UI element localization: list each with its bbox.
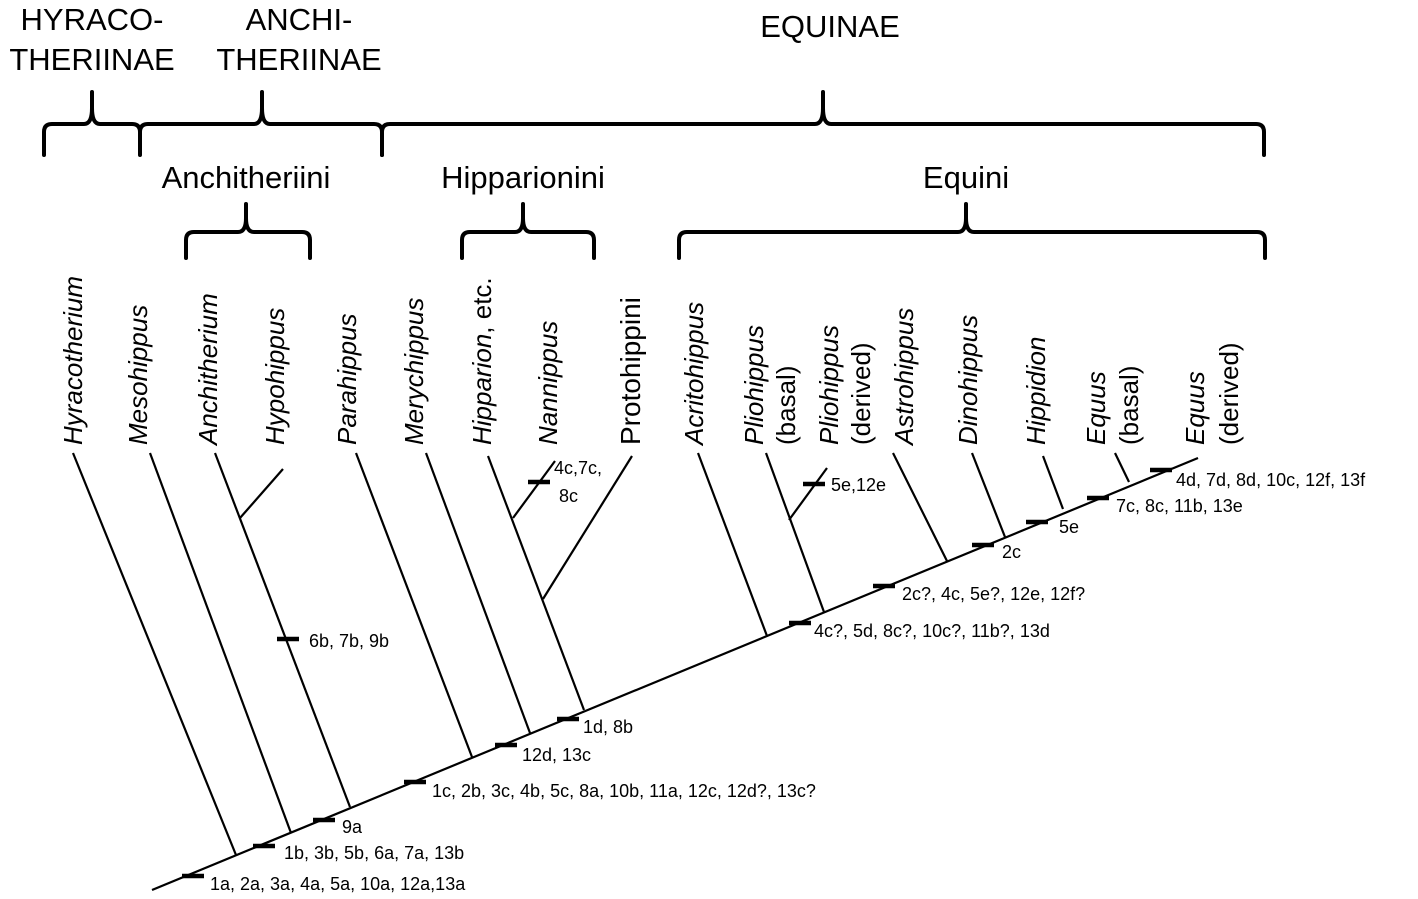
tribe-label-anchitheriini: Anchitheriini xyxy=(161,160,331,195)
taxon-hypohippus: Hypohippus xyxy=(260,307,290,445)
char-label-node-mesohippus: 1b, 3b, 5b, 6a, 7a, 13b xyxy=(284,843,465,863)
branch-pliohippus-basal xyxy=(766,453,824,612)
char-label-node-astrohippus: 2c?, 4c, 5e?, 12e, 12f? xyxy=(902,584,1086,604)
branch-acritohippus xyxy=(698,453,767,636)
taxon-hippidion: Hippidion xyxy=(1021,336,1051,445)
taxon-astrohippus: Astrohippus xyxy=(889,307,919,445)
char-label-root: 1a, 2a, 3a, 4a, 5a, 10a, 12a,13a xyxy=(210,874,466,894)
char-label-equus-derived: 4d, 7d, 8d, 10c, 12f, 13f xyxy=(1176,470,1366,490)
branch-hyracotherium xyxy=(73,453,236,855)
branch-equus-basal xyxy=(1115,453,1129,482)
char-label-anchitheriini: 6b, 7b, 9b xyxy=(309,631,390,651)
char-label-nannippus-line2: 8c xyxy=(559,486,579,506)
char-label-node-hipparionini: 12d, 13c xyxy=(522,745,592,765)
taxon-mesohippus: Mesohippus xyxy=(123,304,153,445)
branch-hippidion xyxy=(1043,456,1063,509)
branch-mesohippus xyxy=(150,453,291,833)
brace-equinae xyxy=(382,92,1264,155)
brace-hyracotheriinae xyxy=(44,92,140,155)
taxon-pliohippus-derived-qualifier: (derived) xyxy=(846,342,876,445)
taxon-parahippus: Parahippus xyxy=(332,313,362,445)
brace-anchitheriinae xyxy=(140,92,382,155)
char-label-node-equini: 4c?, 5d, 8c?, 10c?, 11b?, 13d xyxy=(814,621,1050,641)
group-label-anchitheriinae-line2: THERIINAE xyxy=(216,42,382,77)
taxon-hipparion-etc xyxy=(467,277,497,445)
branch-parahippus xyxy=(356,453,472,757)
taxon-anchitherium: Anchitherium xyxy=(193,293,223,445)
taxon-nannippus: Nannippus xyxy=(533,320,563,445)
char-label-node-equus: 5e xyxy=(1059,517,1080,537)
taxon-equus-derived-qualifier: (derived) xyxy=(1214,342,1244,445)
branch-nannippus xyxy=(513,461,555,518)
char-label-nannippus-line1: 4c,7c, xyxy=(554,458,603,478)
taxon-hipparion-etc-suffix: , etc. xyxy=(467,277,497,334)
brace-anchitheriini xyxy=(186,204,310,258)
group-label-hyracotheriinae-line2: THERIINAE xyxy=(9,42,175,77)
branch-hypohippus xyxy=(240,469,283,518)
brace-equini xyxy=(679,204,1265,258)
branch-pliohippus-derived xyxy=(789,468,827,520)
tribe-label-hipparionini: Hipparionini xyxy=(441,160,605,195)
taxon-protohippini: Protohippini xyxy=(615,297,646,445)
char-label-node-hippidion: 2c xyxy=(1002,542,1022,562)
brace-hipparionini xyxy=(462,204,594,258)
taxon-acritohippus: Acritohippus xyxy=(679,301,709,445)
branch-dinohippus xyxy=(972,453,1005,537)
taxon-pliohippus-basal: Pliohippus xyxy=(739,325,769,445)
char-label-node-equus-derived: 7c, 8c, 11b, 13e xyxy=(1116,496,1243,516)
taxon-equus-basal: Equus xyxy=(1081,371,1111,445)
taxon-pliohippus-basal-qualifier: (basal) xyxy=(771,365,801,445)
char-label-node-parahippus: 9a xyxy=(342,817,363,837)
group-label-anchitheriinae-line1: ANCHI- xyxy=(245,2,353,37)
taxon-equus-derived: Equus xyxy=(1180,371,1210,445)
taxon-equus-basal-qualifier: (basal) xyxy=(1114,365,1144,445)
group-label-hyracotheriinae-line1: HYRACO- xyxy=(20,2,164,37)
taxon-merychippus: Merychippus xyxy=(399,297,429,445)
taxon-hipparion: Hipparion xyxy=(467,333,497,445)
tribe-label-equini: Equini xyxy=(922,160,1010,195)
branch-astrohippus xyxy=(893,453,947,561)
branch-anchitherium xyxy=(215,453,350,807)
taxon-pliohippus-derived: Pliohippus xyxy=(814,325,844,445)
char-label-node-merychippus: 1c, 2b, 3c, 4b, 5c, 8a, 10b, 11a, 12c, 12d?, 13c? xyxy=(432,781,816,801)
taxon-hyracotherium: Hyracotherium xyxy=(58,275,88,445)
group-label-equinae: EQUINAE xyxy=(760,9,900,44)
taxon-dinohippus: Dinohippus xyxy=(953,314,983,445)
char-label-node-protohippini: 1d, 8b xyxy=(583,717,634,737)
char-label-pliohippus-derived: 5e,12e xyxy=(831,475,887,495)
branch-merychippus xyxy=(426,453,530,733)
